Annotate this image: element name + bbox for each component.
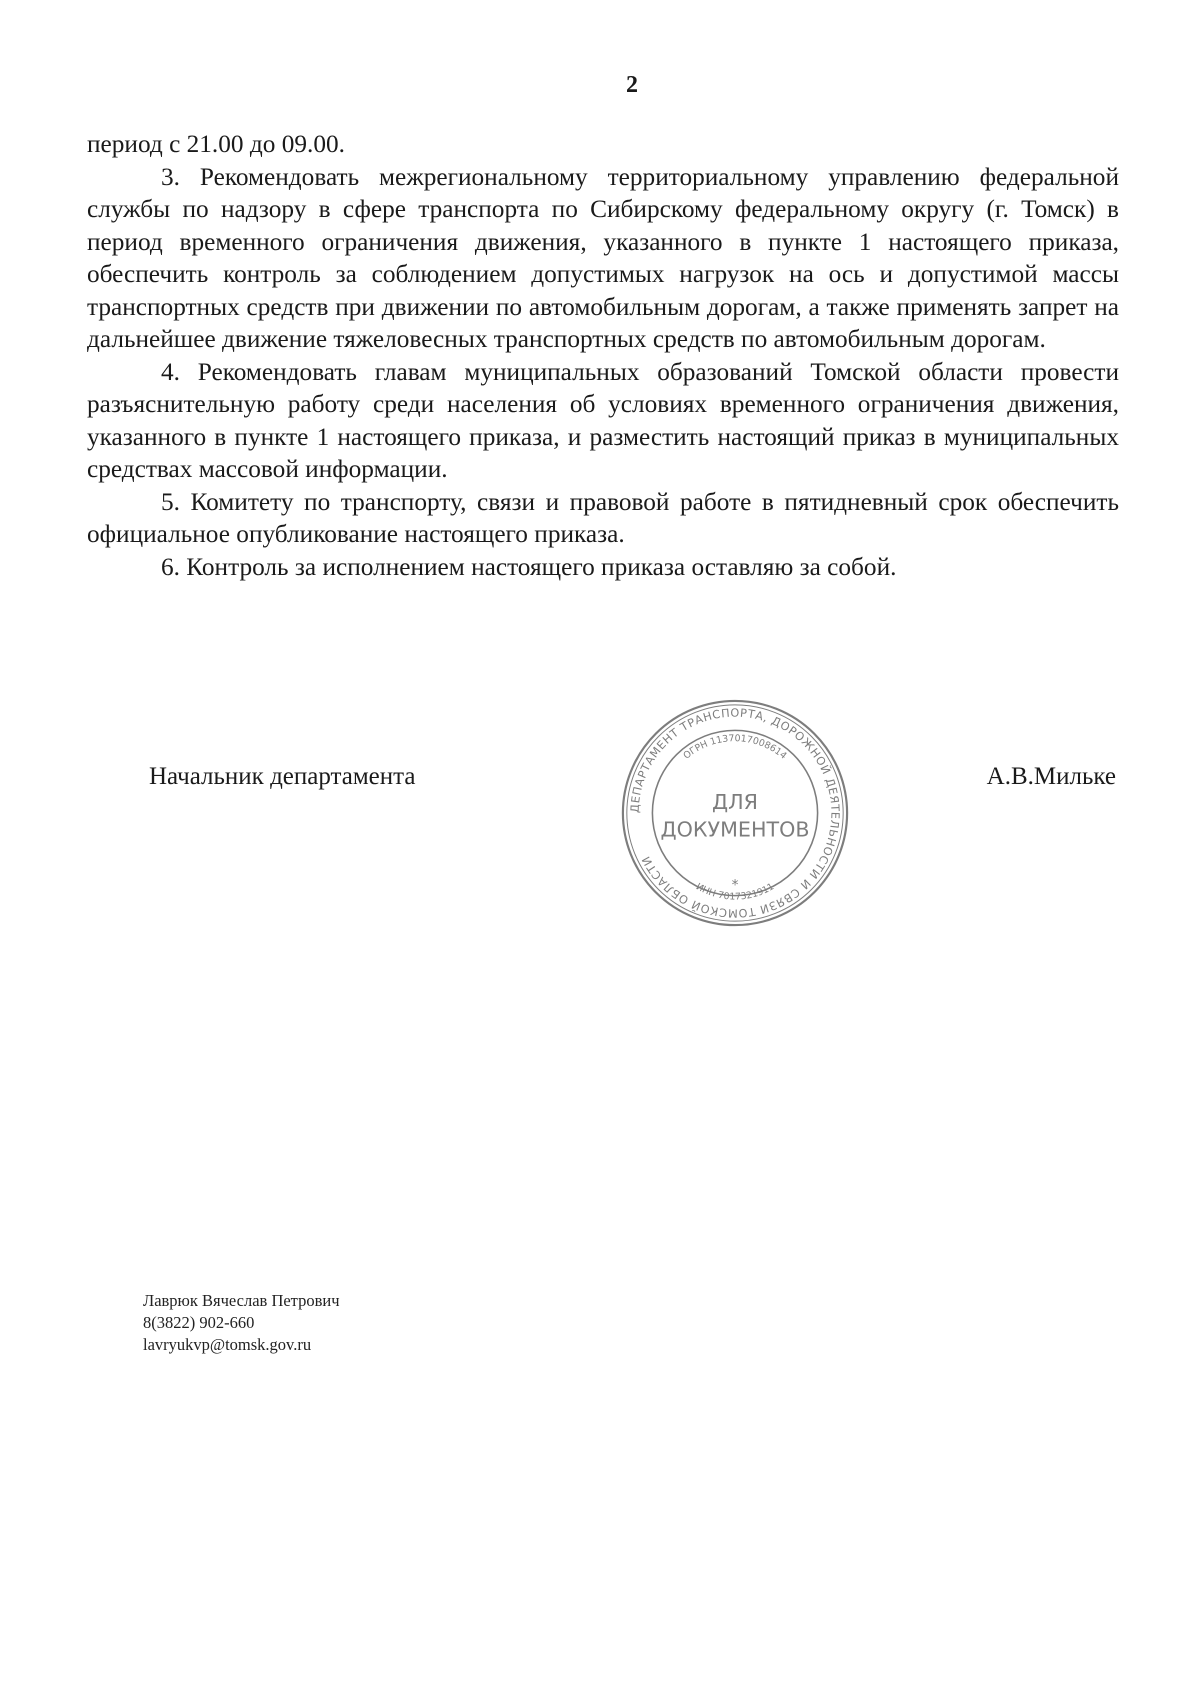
document-body — [87, 128, 1119, 583]
signature-name: А.В.Мильке — [986, 763, 1116, 790]
stamp-center-line2: ДОКУМЕНТОВ — [660, 817, 810, 842]
paragraph-item-4: 4. Рекомендовать главам муниципальных образований Томской области провести разъяснительную работу среди населения об условиях временного ограничения движения, указанного в пункте 1 настоящего приказа, и разместить настоящий приказ в муниципальных средствах массовой информации. — [87, 357, 1119, 483]
paragraph-continuation: период с 21.00 до 09.00. — [87, 130, 345, 158]
paragraph-item-3: 3. Рекомендовать межрегиональному территориальному управлению федеральной службы по надзору в сфере транспорта по Сибирскому федеральному округу (г. Томск) в период временного ограничения движения, указанного в пункте 1 настоящего приказа, обеспечить контроль за соблюдением допустимых нагрузок на ось и допустимой массы транспортных средств при движении по автомобильным дорогам, а также применять запрет на дальнейшее движение тяжеловесных транспортных средств по автомобильным дорогам. — [87, 162, 1119, 353]
stamp-center-line1: ДЛЯ — [712, 790, 758, 815]
executor-info — [143, 1290, 340, 1356]
signature-title: Начальник департамента — [149, 763, 416, 790]
paragraph-item-6: 6. Контроль за исполнением настоящего приказа оставляю за собой. — [161, 552, 897, 581]
stamp-outer-text: ДЕПАРТАМЕНТ ТРАНСПОРТА, ДОРОЖНОЙ ДЕЯТЕЛЬНОСТИ И СВЯЗИ ТОМСКОЙ ОБЛАСТИ — [628, 706, 842, 920]
stamp-inn: ИНН 7017321911 — [693, 881, 777, 903]
stamp-ink — [623, 701, 847, 925]
official-stamp — [617, 695, 853, 931]
stamp-ogrn: ОГРН 1137017008614 — [681, 733, 789, 762]
executor-email: lavryukvp@tomsk.gov.ru — [143, 1335, 312, 1354]
executor-name: Лаврюк Вячеслав Петрович — [143, 1291, 340, 1310]
executor-phone: 8(3822) 902-660 — [143, 1313, 255, 1332]
paragraph-item-5: 5. Комитету по транспорту, связи и правовой работе в пятидневный срок обеспечить официальное опубликование настоящего приказа. — [87, 487, 1119, 548]
page-number: 2 — [626, 72, 638, 98]
stamp-star: * — [731, 877, 739, 894]
